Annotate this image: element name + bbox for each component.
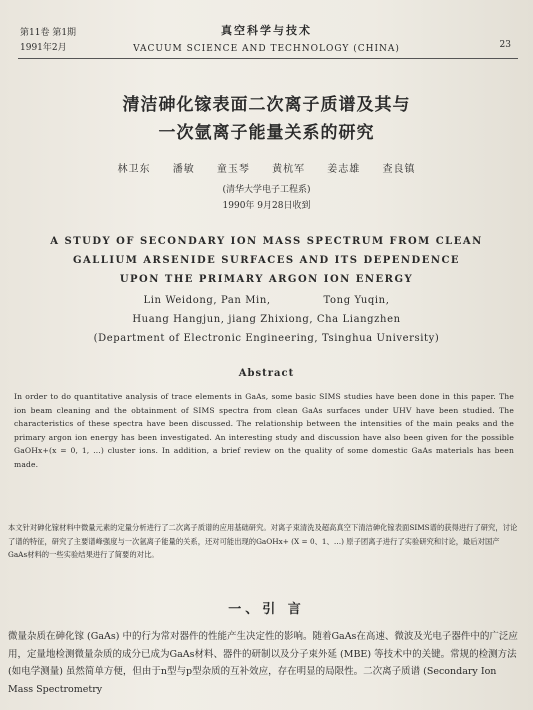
title-cn-line2: 一次氩离子能量关系的研究 bbox=[158, 123, 375, 143]
journal-title-en: VACUUM SCIENCE AND TECHNOLOGY (CHINA) bbox=[133, 44, 400, 54]
affiliation-cn: (清华大学电子工程系) bbox=[222, 185, 311, 195]
header-date: 1991年2月 bbox=[20, 43, 67, 53]
authors-en-line1: Lin Weidong, Pan Min, Tong Yuqin, bbox=[143, 295, 390, 306]
authors-cn: 林卫东 潘敏 童玉琴 黄杭军 姜志雄 查良镇 bbox=[117, 164, 416, 175]
received-date: 1990年 9月28日收到 bbox=[222, 201, 311, 211]
title-en-line3: UPON THE PRIMARY ARGON ION ENERGY bbox=[119, 274, 414, 285]
title-en-line2: GALLIUM ARSENIDE SURFACES AND ITS DEPENDENCE bbox=[72, 255, 461, 266]
abstract-heading: Abstract bbox=[238, 368, 295, 379]
authors-en-line2: Huang Hangjun, jiang Zhixiong, Cha Liangzhen bbox=[132, 314, 401, 325]
title-en-line1: A STUDY OF SECONDARY ION MASS SPECTRUM FROM CLEAN bbox=[50, 236, 483, 247]
affiliation-en: (Department of Electronic Engineering, Tsinghua University) bbox=[93, 333, 440, 344]
page-number: 23 bbox=[499, 40, 511, 50]
header-journal bbox=[0, 22, 533, 54]
abstract-en: In order to do quantitative analysis of trace elements in GaAs, some basic SIMS studies have been done in this paper. The ion beam cleaning and the obtainment of SIMS spectra from clean GaAs surfaces under UHV have been studied. The characteristics of these spectra have been discussed. The relationship between the intensities of the main peaks and the primary argon ion energy has been investigated. An interesting study and discussion have also been given for the possible GaOHx+(x = 0, 1, …) cluster ions. In addition, a brief review on the quality of some domestic GaAs materials has been made. bbox=[14, 392, 514, 469]
abstract-cn: 本文针对砷化镓材料中微量元素的定量分析进行了二次离子质谱的应用基础研究。对离子束清洗及超高真空下清洁砷化镓表面SIMS谱的获得进行了研究，讨论了谱的特征，研究了主要谱峰强度与一次氩离子能量的关系，还对可能出现的GaOHx+ (X = 0、1、…) 原子团离子进行了实验研究和讨论，最后对国产GaAs材料的一些实验结果进行了简要的对比。 bbox=[8, 523, 518, 560]
header-volume: 第11卷 第1期 bbox=[20, 28, 77, 38]
body-text-cn: 微量杂质在砷化镓 (GaAs) 中的行为常对器件的性能产生决定性的影响。随着GaAs在高速、微波及光电子器件中的广泛应用，定量地检测微量杂质的成分已成为GaAs材料、器件的研制以及分子束外延 (MBE) 等技术中的关键。常规的检测方法 (如电学测量) 虽然简单方便，但由于n型与p型杂质的互补效应，存在明显的局限性。二次离子质谱 (Secondary Ion Mass Spectrometry bbox=[8, 631, 518, 695]
section-heading-introduction: 一、引 言 bbox=[228, 602, 305, 617]
title-cn-line1: 清洁砷化镓表面二次离子质谱及其与 bbox=[122, 95, 411, 115]
header-rule bbox=[18, 58, 518, 59]
journal-title-cn: 真空科学与技术 bbox=[221, 24, 312, 37]
